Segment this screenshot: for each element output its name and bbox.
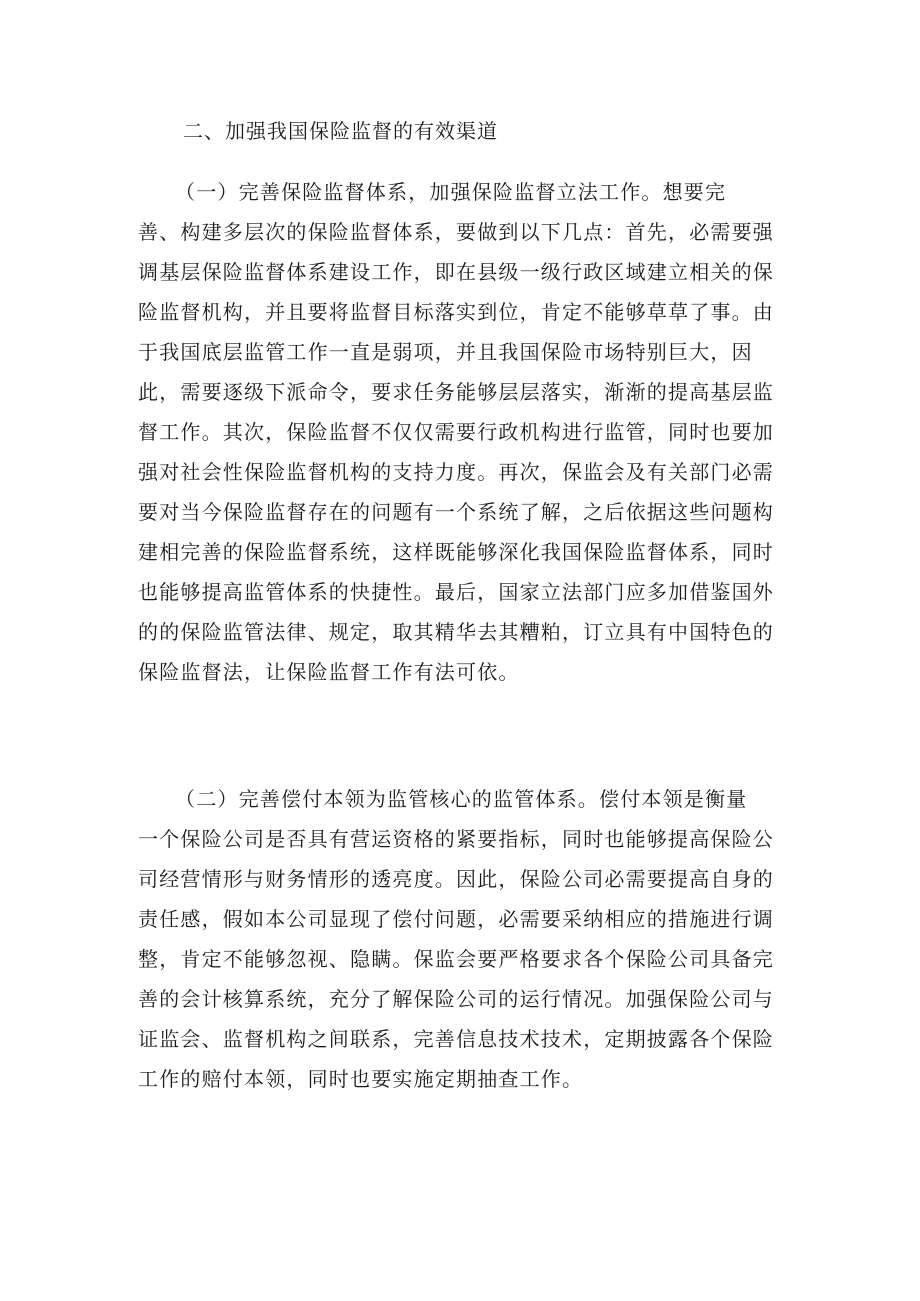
text-line: 的的保险监管法律、规定，取其精华去其糟粕，订立具有中国特色的 [138, 620, 774, 644]
text-line: 督工作。其次，保险监督不仅仅需要行政机构进行监管，同时也要加 [138, 420, 774, 444]
text-line: 工作的赔付本领，同时也要实施定期抽查工作。 [138, 1067, 584, 1091]
text-line: 此，需要逐级下派命令，要求任务能够层层落实，渐渐的提高基层监 [138, 380, 774, 404]
text-line: 善的会计核算系统，充分了解保险公司的运行情况。加强保险公司与 [138, 987, 774, 1011]
text-line: 建相完善的保险监督系统，这样既能够深化我国保险监督体系，同时 [138, 540, 774, 564]
text-line: 责任感，假如本公司显现了偿付问题，必需要采纳相应的措施进行调 [138, 907, 774, 931]
section-heading: 二、加强我国保险监督的有效渠道 [183, 119, 498, 143]
paragraph-1 [138, 172, 798, 692]
text-line: 调基层保险监督体系建设工作，即在县级一级行政区域建立相关的保 [138, 260, 774, 284]
text-line: 善、构建多层次的保险监督体系，要做到以下几点：首先，必需要强 [138, 220, 774, 244]
text-line: 证监会、监督机构之间联系，完善信息技术技术，定期披露各个保险 [138, 1027, 774, 1051]
text-line: 也能够提高监管体系的快捷性。最后，国家立法部门应多加借鉴国外 [138, 580, 774, 604]
text-line: 于我国底层监管工作一直是弱项，并且我国保险市场特别巨大，因 [138, 340, 753, 364]
text-line: 保险监督法，让保险监督工作有法可依。 [138, 660, 520, 684]
text-line: 险监督机构，并且要将监督目标落实到位，肯定不能够草草了事。由 [138, 300, 774, 324]
text-line: 强对社会性保险监督机构的支持力度。再次，保监会及有关部门必需 [138, 460, 774, 484]
paragraph-2 [138, 779, 798, 1099]
text-line: 一个保险公司是否具有营运资格的紧要指标，同时也能够提高保险公 [138, 827, 774, 851]
text-line: 整，肯定不能够忽视、隐瞒。保监会要严格要求各个保险公司具备完 [138, 947, 774, 971]
text-line: （二）完善偿付本领为监管核心的监管体系。偿付本领是衡量 [175, 787, 748, 811]
text-line: 要对当今保险监督存在的问题有一个系统了解，之后依据这些问题构 [138, 500, 774, 524]
text-line: （一）完善保险监督体系，加强保险监督立法工作。想要完 [175, 180, 727, 204]
text-line: 司经营情形与财务情形的透亮度。因此，保险公司必需要提高自身的 [138, 867, 774, 891]
